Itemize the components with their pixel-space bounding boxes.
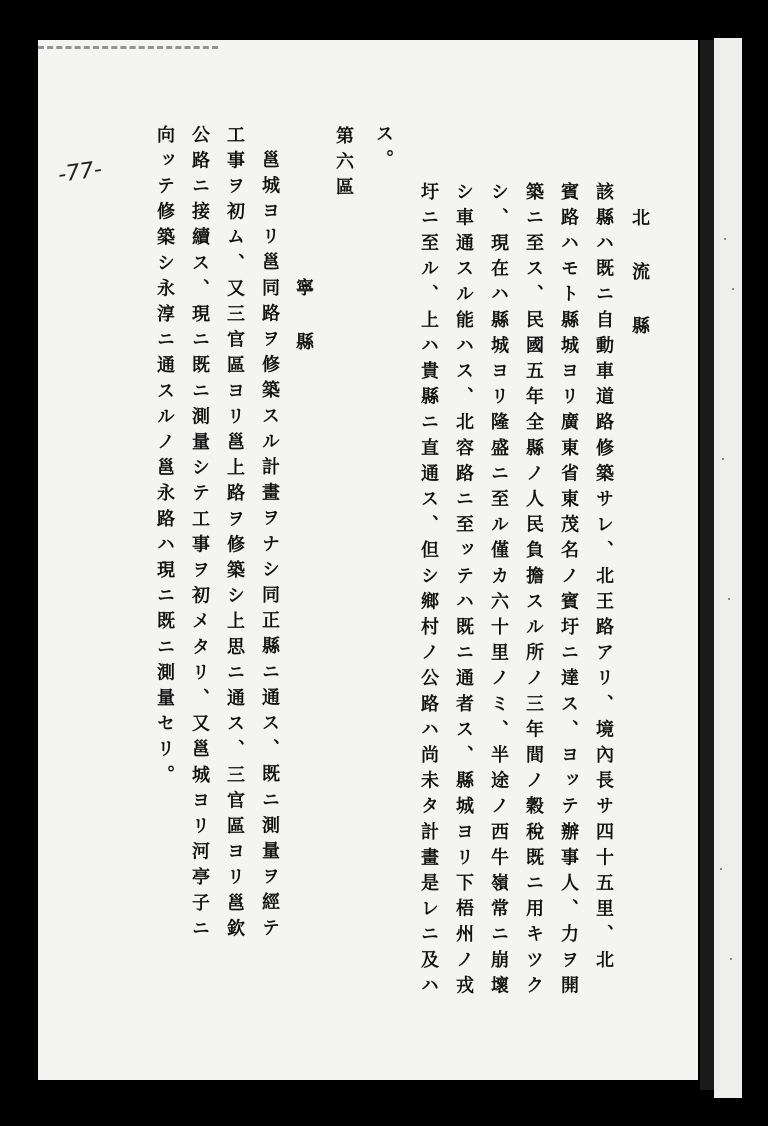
text-line: シ車通スル能ハス、北容路ニ至ッテハ既ニ通者ス、縣城ヨリ下梧州ノ戎 bbox=[453, 182, 474, 1002]
text-line: 圩ニ至ル、上ハ貴縣ニ直通ス、但シ鄉村ノ公路ハ尚未タ計畫是レニ及ハ bbox=[418, 182, 439, 1002]
text-line: 工事ヲ初ム、又三官區ヨリ邕上路ヲ修築シ上思ニ通ス、三官區ヨリ邕欽 bbox=[224, 125, 245, 945]
text-line: 賓路ハモト縣城ヨリ廣東省東茂名ノ賓圩ニ達ス、ヨッテ辦事人、力ヲ開 bbox=[558, 182, 579, 1002]
facing-page-edge bbox=[714, 38, 742, 1098]
text-line: 該縣ハ既ニ自動車道路修築サレ、北王路アリ、境內長サ四十五里、北 bbox=[593, 182, 614, 976]
book-binding bbox=[700, 40, 714, 1090]
text-line: 邕城ヨリ邕同路ヲ修築スル計畫ヲナシ同正縣ニ通ス、既ニ測量ヲ經テ bbox=[259, 150, 280, 944]
page-number: -77- bbox=[56, 157, 104, 188]
document-page bbox=[38, 40, 698, 1080]
scan-artifact bbox=[38, 46, 218, 53]
text-line: 築ニ至ス、民國五年全縣ノ人民負擔スル所ノ三年間ノ穀稅既ニ用キツク bbox=[523, 182, 544, 1002]
text-line: ス。 bbox=[373, 124, 394, 176]
text-line: 公路ニ接續ス、現ニ既ニ測量シテ工事ヲ初メタリ、又邕城ヨリ河亭子ニ bbox=[189, 125, 210, 945]
section-label: 第六區 bbox=[333, 126, 354, 203]
text-line: シ、現在ハ縣城ヨリ隆盛ニ至ル僅カ六十里ノミ、半途ノ西牛嶺常ニ崩壞 bbox=[488, 182, 509, 1002]
text-line: 向ッテ修築シ永淳ニ通スルノ邕永路ハ現ニ既ニ測量セリ。 bbox=[154, 125, 175, 791]
section-heading-ning: 寧縣 bbox=[293, 278, 314, 386]
section-heading-beiliu: 北流縣 bbox=[629, 208, 650, 370]
